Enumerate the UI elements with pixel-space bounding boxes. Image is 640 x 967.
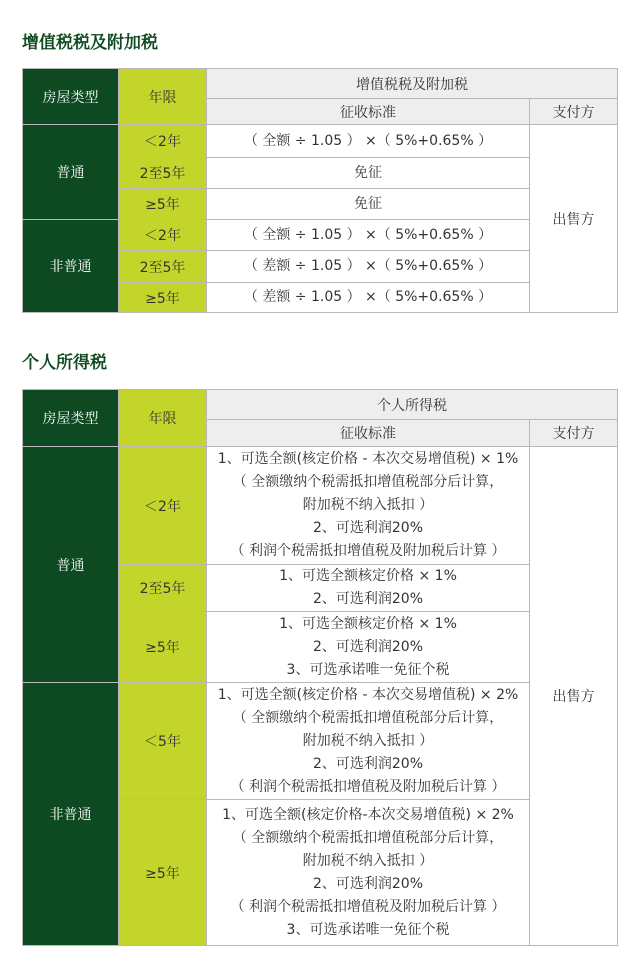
section-title-income-tax: 个人所得税	[22, 353, 107, 373]
standard-line: （ 利润个税需抵扣增值税及附加税后计算 ）	[230, 778, 506, 795]
years-cell: ≥5年	[119, 189, 207, 220]
house-type-cell: 非普通	[23, 683, 119, 946]
standard-cell: （ 全额 ÷ 1.05 ） ×（ 5%+0.65% ）	[207, 125, 530, 158]
standard-cell: （ 差额 ÷ 1.05 ） ×（ 5%+0.65% ）	[207, 251, 530, 283]
standard-line: 3、可选承诺唯一免征个税	[286, 661, 450, 678]
standard-cell: 免征	[207, 158, 530, 189]
header-payer: 支付方	[530, 99, 618, 125]
standard-cell	[207, 565, 530, 612]
standard-line: 2、可选利润20%	[312, 755, 424, 772]
income-tax-table	[22, 389, 618, 946]
years-cell: 2至5年	[119, 158, 207, 189]
standard-cell: （ 全额 ÷ 1.05 ） ×（ 5%+0.65% ）	[207, 220, 530, 251]
standard-line: 附加税不纳入抵扣 ）	[302, 497, 434, 513]
standard-line: 3、可选承诺唯一免征个税	[286, 921, 450, 938]
payer-cell: 出售方	[530, 125, 618, 313]
standard-line: （ 全额缴纳个税需抵扣增值税部分后计算，	[232, 474, 504, 490]
header-years: 年限	[119, 390, 207, 447]
header-group-title: 个人所得税	[207, 390, 618, 420]
standard-line: （ 利润个税需抵扣增值税及附加税后计算 ）	[230, 543, 506, 559]
header-house-type: 房屋类型	[23, 390, 119, 447]
standard-line: （ 全额缴纳个税需抵扣增值税部分后计算，	[232, 709, 504, 726]
standard-line: 1、可选全额核定价格 × 1%	[279, 568, 457, 584]
standard-line: 2、可选利润20%	[312, 591, 424, 607]
house-type-cell: 非普通	[23, 220, 119, 313]
standard-cell	[207, 683, 530, 800]
header-house-type: 房屋类型	[23, 69, 119, 125]
years-cell: ＜5年	[119, 683, 207, 800]
header-standard: 征收标准	[207, 420, 530, 447]
standard-line: 2、可选利润20%	[312, 638, 424, 655]
header-years: 年限	[119, 69, 207, 125]
standard-line: 1、可选全额(核定价格 - 本次交易增值税) × 1%	[217, 451, 519, 467]
section-title-vat: 增值税税及附加税	[22, 33, 158, 53]
standard-cell	[207, 612, 530, 683]
years-cell: ≥5年	[119, 283, 207, 313]
vat-table	[22, 68, 618, 313]
house-type-cell: 普通	[23, 125, 119, 220]
header-group-title: 增值税税及附加税	[207, 69, 618, 99]
header-standard: 征收标准	[207, 99, 530, 125]
standard-cell	[207, 447, 530, 565]
payer-cell: 出售方	[530, 447, 618, 946]
standard-line: 1、可选全额(核定价格 - 本次交易增值税) × 2%	[217, 686, 519, 703]
house-type-cell: 普通	[23, 447, 119, 683]
standard-line: 2、可选利润20%	[312, 875, 424, 892]
standard-cell	[207, 800, 530, 946]
standard-line: 1、可选全额核定价格 × 1%	[279, 615, 457, 632]
standard-line: 附加税不纳入抵扣 ）	[302, 732, 434, 749]
standard-line: （ 全额缴纳个税需抵扣增值税部分后计算，	[232, 829, 504, 846]
header-payer: 支付方	[530, 420, 618, 447]
standard-cell: 免征	[207, 189, 530, 220]
years-cell: ＜2年	[119, 125, 207, 158]
years-cell: ≥5年	[119, 612, 207, 683]
years-cell: ＜2年	[119, 447, 207, 565]
years-cell: ≥5年	[119, 800, 207, 946]
standard-line: 1、可选全额(核定价格-本次交易增值税) × 2%	[222, 806, 514, 823]
standard-line: 2、可选利润20%	[312, 520, 424, 536]
standard-line: 附加税不纳入抵扣 ）	[302, 852, 434, 869]
years-cell: ＜2年	[119, 220, 207, 251]
standard-line: （ 利润个税需抵扣增值税及附加税后计算 ）	[230, 898, 506, 915]
years-cell: 2至5年	[119, 251, 207, 283]
years-cell: 2至5年	[119, 565, 207, 612]
standard-cell: （ 差额 ÷ 1.05 ） ×（ 5%+0.65% ）	[207, 283, 530, 313]
